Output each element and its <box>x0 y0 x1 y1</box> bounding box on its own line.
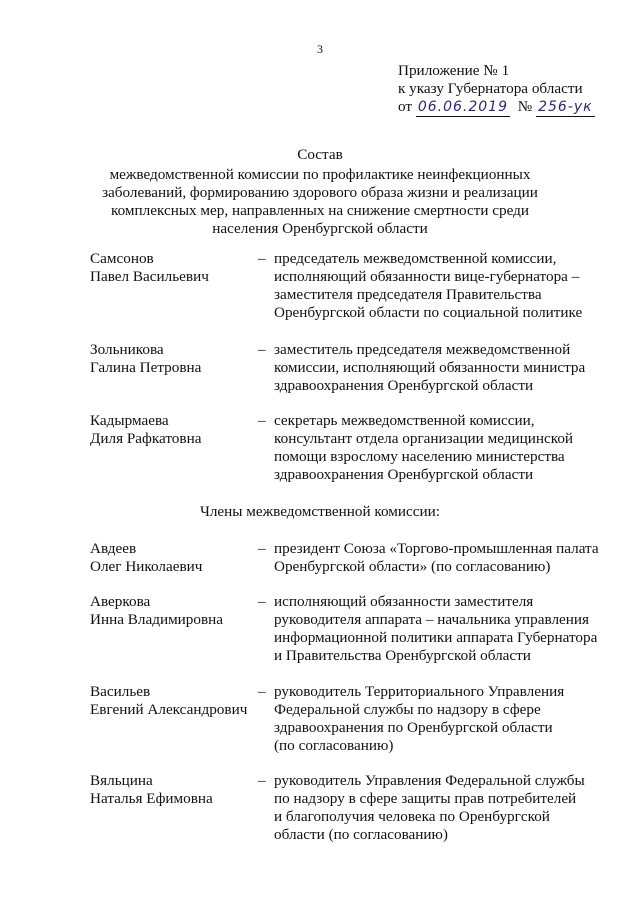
annex-date-number <box>398 98 628 116</box>
member-surname: Самсонов <box>90 250 154 267</box>
member-role <box>274 540 614 576</box>
member-role <box>274 250 614 322</box>
member-name <box>90 540 260 576</box>
dash: – <box>258 250 266 267</box>
role-line: руководитель Территориального Управления <box>274 683 565 700</box>
dash: – <box>258 683 266 700</box>
role-line: и благополучия человека по Оренбургской <box>274 808 550 825</box>
role-line: консультант отдела организации медицинской <box>274 430 574 447</box>
member-surname: Васильев <box>90 683 151 700</box>
member-role <box>274 683 614 755</box>
member-given-name: Наталья Ефимовна <box>90 790 213 807</box>
member-given-name: Галина Петровна <box>90 359 202 376</box>
member-name <box>90 593 260 629</box>
member-surname: Аверкова <box>90 593 151 610</box>
role-line: здравоохранения Оренбургской области <box>274 466 534 483</box>
members-heading: Члены межведомственной комиссии: <box>199 503 440 520</box>
role-line: исполняющий обязанности вице-губернатора – <box>274 268 580 285</box>
member-name <box>90 412 260 448</box>
member-surname: Зольникова <box>90 341 164 358</box>
member-surname: Авдеев <box>90 540 137 557</box>
member-given-name: Инна Владимировна <box>90 611 224 628</box>
role-line: (по согласованию) <box>274 737 394 754</box>
dash: – <box>258 540 266 557</box>
annex-number-label: № <box>517 98 533 115</box>
member-given-name: Евгений Александрович <box>90 701 248 718</box>
document-title <box>0 146 640 238</box>
annex-from-label: от <box>398 98 413 115</box>
role-line: руководитель Управления Федеральной службы <box>274 772 585 789</box>
role-line: помощи взрослому населению министерства <box>274 448 565 465</box>
dash: – <box>258 412 266 429</box>
role-line: области (по согласованию) <box>274 826 448 843</box>
annex-number: 256-ук <box>538 99 593 115</box>
role-line: Оренбургской области» (по согласованию) <box>274 558 551 575</box>
role-line: информационной политики аппарата Губернатора <box>274 629 598 646</box>
annex-title: Приложение № 1 <box>398 62 510 79</box>
title-line-4: комплексных мер, направленных на снижение смертности среди <box>111 202 529 219</box>
member-name <box>90 683 260 719</box>
dash: – <box>258 772 266 789</box>
member-role <box>274 412 614 484</box>
member-role <box>274 772 614 844</box>
member-role <box>274 593 614 665</box>
role-line: Оренбургской области по социальной политике <box>274 304 583 321</box>
role-line: заместитель председателя межведомственной <box>274 341 571 358</box>
role-line: исполняющий обязанности заместителя <box>274 593 534 610</box>
role-line: по надзору в сфере защиты прав потребителей <box>274 790 577 807</box>
role-line: руководителя аппарата – начальника управления <box>274 611 590 628</box>
page-number: 3 <box>317 42 323 56</box>
member-surname: Вяльцина <box>90 772 153 789</box>
member-given-name: Олег Николаевич <box>90 558 203 575</box>
dash: – <box>258 593 266 610</box>
role-line: президент Союза «Торгово-промышленная палата <box>274 540 599 557</box>
member-name <box>90 250 260 286</box>
role-line: председатель межведомственной комиссии, <box>274 250 557 267</box>
role-line: и Правительства Оренбургской области <box>274 647 531 664</box>
annex-header <box>398 62 628 116</box>
role-line: комиссии, исполняющий обязанности министра <box>274 359 586 376</box>
role-line: секретарь межведомственной комиссии, <box>274 412 535 429</box>
member-given-name: Павел Васильевич <box>90 268 209 285</box>
member-surname: Кадырмаева <box>90 412 169 429</box>
member-name <box>90 772 260 808</box>
title-line-5: населения Оренбургской области <box>212 220 428 237</box>
member-name <box>90 341 260 377</box>
title-line-3: заболеваний, формированию здорового образа жизни и реализации <box>102 184 538 201</box>
role-line: здравоохранения Оренбургской области <box>274 377 534 394</box>
role-line: здравоохранения по Оренбургской области <box>274 719 553 736</box>
dash: – <box>258 341 266 358</box>
annex-subtitle: к указу Губернатора области <box>398 80 583 97</box>
member-role <box>274 341 614 395</box>
annex-date: 06.06.2019 <box>417 99 508 115</box>
member-given-name: Диля Рафкатовна <box>90 430 202 447</box>
role-line: Федеральной службы по надзору в сфере <box>274 701 541 718</box>
title-line-1: Состав <box>297 146 343 163</box>
role-line: заместителя председателя Правительства <box>274 286 542 303</box>
title-line-2: межведомственной комиссии по профилактике неинфекционных <box>109 166 531 183</box>
